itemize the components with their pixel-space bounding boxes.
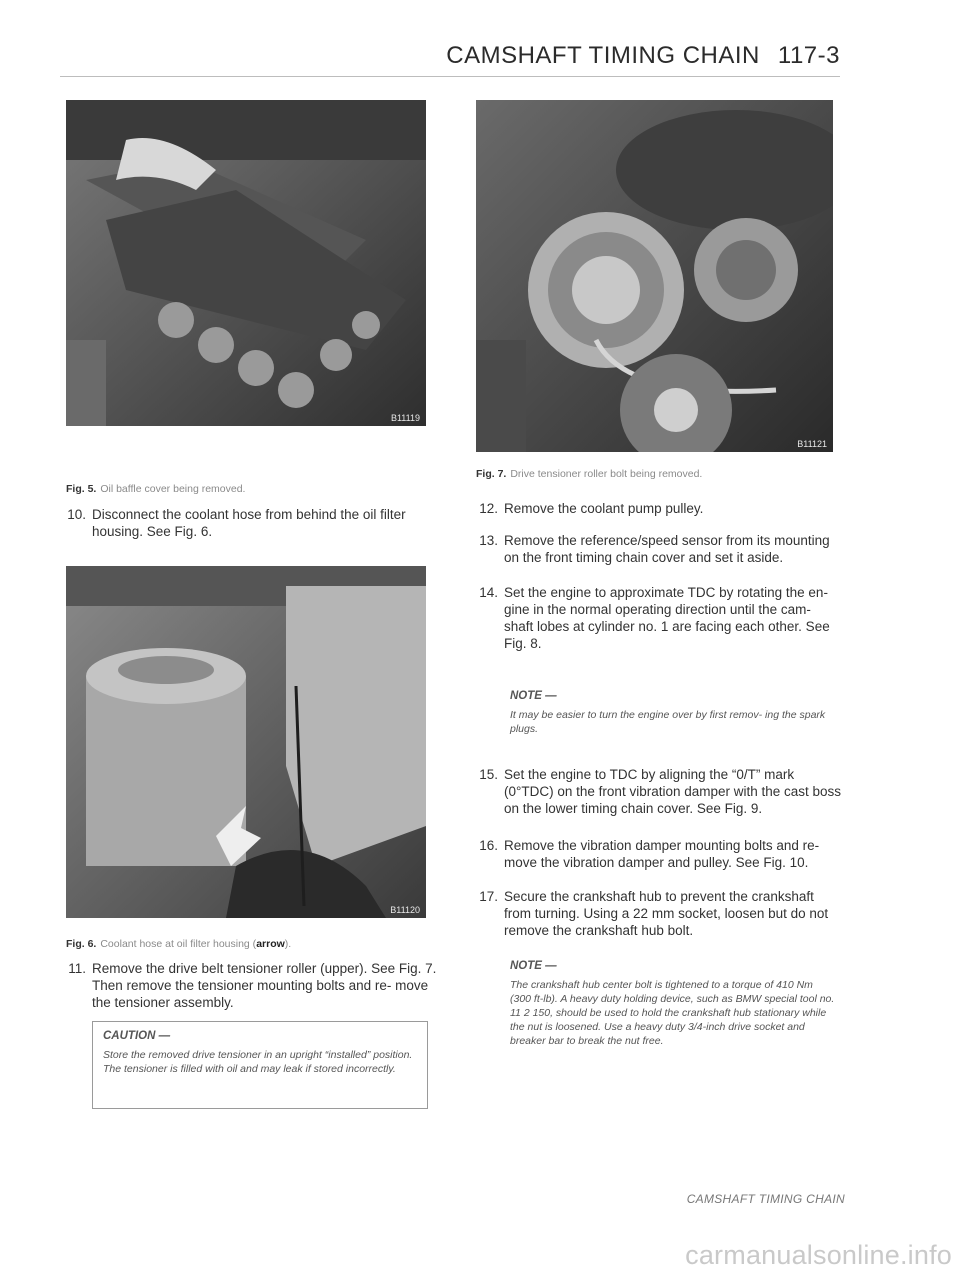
figure-6-caption <box>66 938 291 950</box>
header-text <box>446 42 840 70</box>
engine-baffle-image <box>66 100 426 426</box>
step-15 <box>470 766 842 817</box>
figure-7-photo <box>476 100 833 452</box>
step-11-text: Remove the drive belt tensioner roller (upper). See Fig. 7. Then remove the tensioner mounting bolts and re- move the tensioner assembly. <box>92 961 437 1010</box>
step-14-text: Set the engine to approximate TDC by rotating the en- gine in the normal operating direction until the cam- shaft lobes at cylinder no. 1 are facing each other. See Fig. 8. <box>504 585 830 651</box>
page-header <box>60 40 840 77</box>
step-15-number: 15. <box>479 767 498 782</box>
note-2 <box>510 960 835 1048</box>
step-11-number: 11. <box>68 961 86 976</box>
caution-body: Store the removed drive tensioner in an upright “installed” position. The tensioner is filled with oil and may leak if stored incorrectly. <box>103 1049 413 1075</box>
step-10-number: 10. <box>67 507 86 522</box>
note-1 <box>510 690 830 736</box>
step-11 <box>58 960 440 1011</box>
page-number: 117-3 <box>777 42 840 69</box>
figure-6-caption-arrow: arrow <box>256 938 285 950</box>
step-16-text: Remove the vibration damper mounting bolts and re- move the vibration damper and pulley. See Fig. 10. <box>504 838 820 870</box>
step-12-text: Remove the coolant pump pulley. <box>504 501 704 516</box>
step-14 <box>470 584 842 652</box>
note-1-body: It may be easier to turn the engine over by first remov- ing the spark plugs. <box>510 709 826 735</box>
figure-7-caption <box>476 468 702 480</box>
step-17-text: Secure the crankshaft hub to prevent the crankshaft from turning. Using a 22 mm socket, loosen but do not remove the crankshaft hub bolt. <box>504 889 829 938</box>
note-1-title: NOTE — <box>510 690 557 702</box>
step-17 <box>470 888 842 939</box>
step-12 <box>470 500 842 517</box>
figure-5-code: B11119 <box>390 413 420 423</box>
figure-6-caption-text: Coolant hose at oil filter housing ( <box>100 938 257 950</box>
watermark: carmanualsonline.info <box>685 1240 952 1270</box>
figure-7-code: B11121 <box>797 439 827 449</box>
step-13-number: 13. <box>479 533 498 548</box>
drive-tensioner-image <box>476 100 833 452</box>
step-14-number: 14. <box>479 585 498 600</box>
header-title: CAMSHAFT TIMING CHAIN <box>446 42 760 69</box>
page-footer: CAMSHAFT TIMING CHAIN <box>686 1192 845 1206</box>
figure-5-caption-text: Oil baffle cover being removed. <box>100 483 246 495</box>
figure-6-label: Fig. 6. <box>66 938 97 950</box>
figure-5-label: Fig. 5. <box>66 483 97 495</box>
caution-box <box>92 1021 428 1109</box>
figure-5-photo <box>66 100 426 426</box>
figure-5-caption <box>66 483 245 495</box>
step-17-number: 17. <box>479 889 498 904</box>
note-2-body: The crankshaft hub center bolt is tightened to a torque of 410 Nm (300 ft-lb). A heavy duty holding device, such as BMW special tool no. 11 2 150, should be used to hold the crankshaft hub stationary while the nut is loosened. Use a heavy duty 3/4-inch drive socket and breaker bar to break the nut free. <box>510 979 835 1047</box>
step-12-number: 12. <box>479 501 498 516</box>
oil-filter-housing-image <box>66 566 426 918</box>
caution-title: CAUTION — <box>103 1030 171 1042</box>
note-2-title: NOTE — <box>510 960 557 972</box>
step-13 <box>470 532 842 566</box>
step-16 <box>470 837 842 871</box>
step-10-text: Disconnect the coolant hose from behind the oil filter housing. See Fig. 6. <box>92 507 406 539</box>
figure-6-caption-end: ). <box>284 938 292 950</box>
figure-7-label: Fig. 7. <box>476 468 507 480</box>
step-16-number: 16. <box>479 838 498 853</box>
figure-6-photo <box>66 566 426 918</box>
step-10 <box>58 506 440 540</box>
step-13-text: Remove the reference/speed sensor from its mounting on the front timing chain cover and set it aside. <box>504 533 830 565</box>
figure-6-code: B11120 <box>390 905 420 915</box>
figure-7-caption-text: Drive tensioner roller bolt being removed. <box>510 468 703 480</box>
step-15-text: Set the engine to TDC by aligning the “0/T” mark (0°TDC) on the front vibration damper with the cast boss on the lower timing chain cover. See Fig. 9. <box>504 767 842 816</box>
